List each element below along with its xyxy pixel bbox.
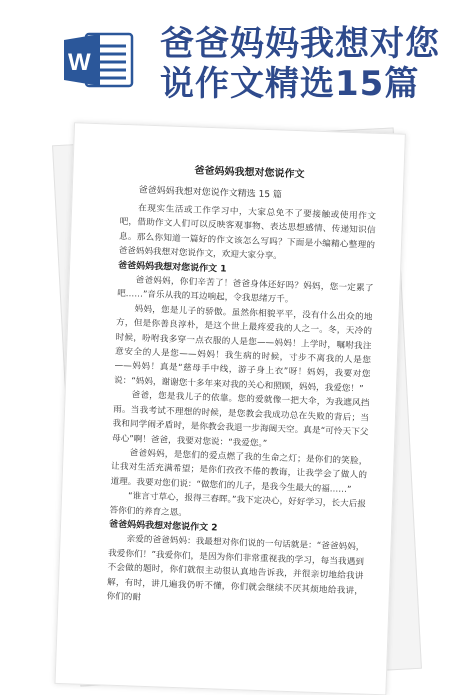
section-heading: 爸爸妈妈我想对您说作文 2	[108, 519, 218, 534]
word-document-icon	[60, 30, 138, 90]
section-paragraph: 亲爱的爸爸妈妈：我最想对你们说的一句话就是：“爸爸妈妈，我爱你们！”我爱你们，是因为你们非常重视我的学习，每当我遇到不会做的题时，你们就很主动很认真地告诉我，并很亲切地给我讲解，有时，讲几遍我仍听不懂，你们就会继续不厌其烦地给我讲，你们的耐	[106, 534, 365, 603]
section-paragraph: 爸爸妈妈，你们辛苦了！爸爸身体还好吗？妈妈，您一定累了吧……”音乐从我的耳边响起，令我思绪万千。	[116, 275, 374, 306]
banner-title-line2: 说作文精选15篇	[160, 64, 420, 104]
section-heading: 爸爸妈妈我想对您说作文 1	[117, 260, 227, 275]
section-paragraph: 妈妈，您是儿子的骄傲。虽然你相貌平平，没有什么出众的地方，但是你善良淳朴，是这个世上最疼爱我的人之一。冬，天冷的时候，吩咐我多穿一点衣服的人是您——妈妈！上学时，嘱咐我注意安全的人是您——妈妈！我生病的时候，寸步不离我的人是您——妈妈！真是“慈母手中线，游子身上衣”呀！妈妈，我要对您说：“妈妈，谢谢您十多年来对我的关心和照顾，妈妈，我爱您！”	[113, 304, 373, 395]
document-subtitle: 爸爸妈妈我想对您说作文精选 15 篇	[138, 185, 283, 201]
section-paragraph: 爸爸妈妈，是您们的爱点燃了我的生命之灯；是你们的笑脸，让我对生活充满希望；是你们孜孜不倦的教诲，让我学会了做人的道理。我要对您们说：“做您们的儿子，是我今生最大的福……”	[110, 448, 368, 495]
section-paragraph: “谁言寸草心，报得三春晖。”我下定决心，好好学习，长大后报答你们的养育之恩。	[109, 491, 367, 518]
banner-title	[160, 24, 460, 104]
intro-paragraph: 在现实生活或工作学习中，大家总免不了要接触或使用作文吧，借助作文人们可以反映客观事物、表达思想感情、传递知识信息。那么你知道一篇好的作文该怎么写吗？下面是小编精心整理的爸爸妈妈我想对您说作文，欢迎大家分享。	[118, 203, 377, 262]
svg-text:W: W	[68, 49, 91, 76]
banner	[0, 0, 474, 110]
document-body	[106, 159, 377, 613]
banner-title-line1: 爸爸妈妈我想对您	[160, 24, 440, 64]
section-paragraph: 爸爸，您是我儿子的依靠。您的爱就像一把大伞，为我遮风挡雨。当我考试不理想的时候，是您教会我成功总在失败的背后；当我和同学闹矛盾时，是你教会我退一步海阔天空。真是“可怜天下父母心”啊！爸爸，我要对您说：“我爱您。”	[111, 390, 370, 449]
document-page	[54, 122, 405, 695]
document-title: 爸爸妈妈我想对您说作文	[194, 165, 305, 181]
